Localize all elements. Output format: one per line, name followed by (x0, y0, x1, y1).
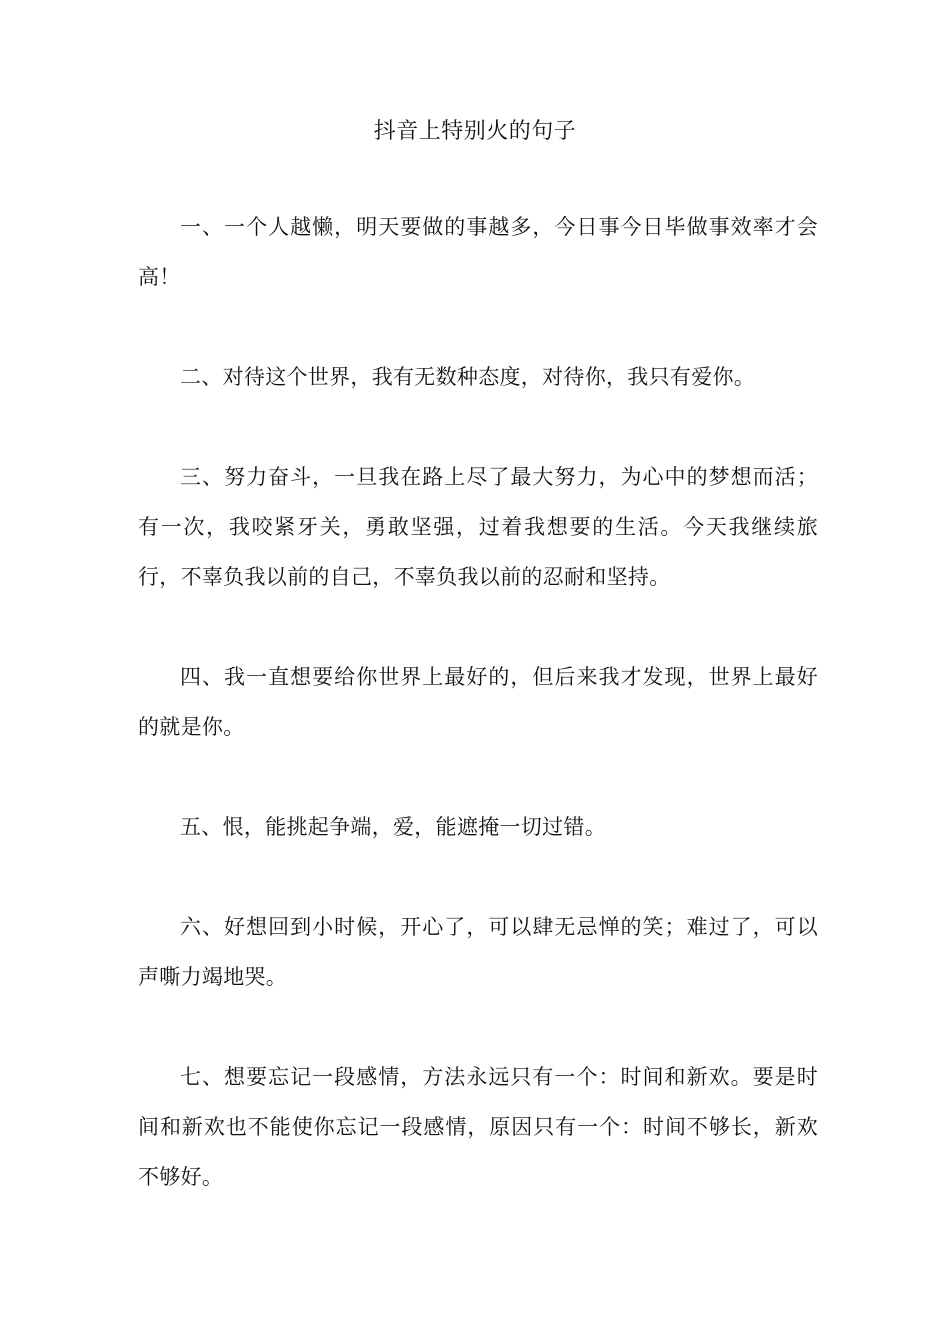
paragraph-6: 六、好想回到小时候，开心了，可以肆无忌惮的笑；难过了，可以声嘶力竭地哭。 (138, 915, 818, 989)
paragraph-4: 四、我一直想要给你世界上最好的，但后来我才发现，世界上最好的就是你。 (138, 665, 818, 739)
paragraph-7: 七、想要忘记一段感情，方法永远只有一个：时间和新欢。要是时间和新欢也不能使你忘记一段感情，原因只有一个：时间不够长，新欢不够好。 (138, 1065, 818, 1189)
paragraph-5: 五、恨，能挑起争端，爱，能遮掩一切过错。 (180, 815, 606, 839)
document-body (138, 202, 818, 1202)
document-title: 抖音上特别火的句子 (373, 119, 577, 144)
paragraph-1: 一、一个人越懒，明天要做的事越多，今日事今日毕做事效率才会高！ (138, 215, 818, 289)
paragraph-3: 三、努力奋斗，一旦我在路上尽了最大努力，为心中的梦想而活；有一次，我咬紧牙关，勇敢坚强，过着我想要的生活。今天我继续旅行，不辜负我以前的自己，不辜负我以前的忍耐和坚持。 (138, 465, 818, 589)
paragraph-2: 二、对待这个世界，我有无数种态度，对待你，我只有爱你。 (180, 365, 756, 389)
